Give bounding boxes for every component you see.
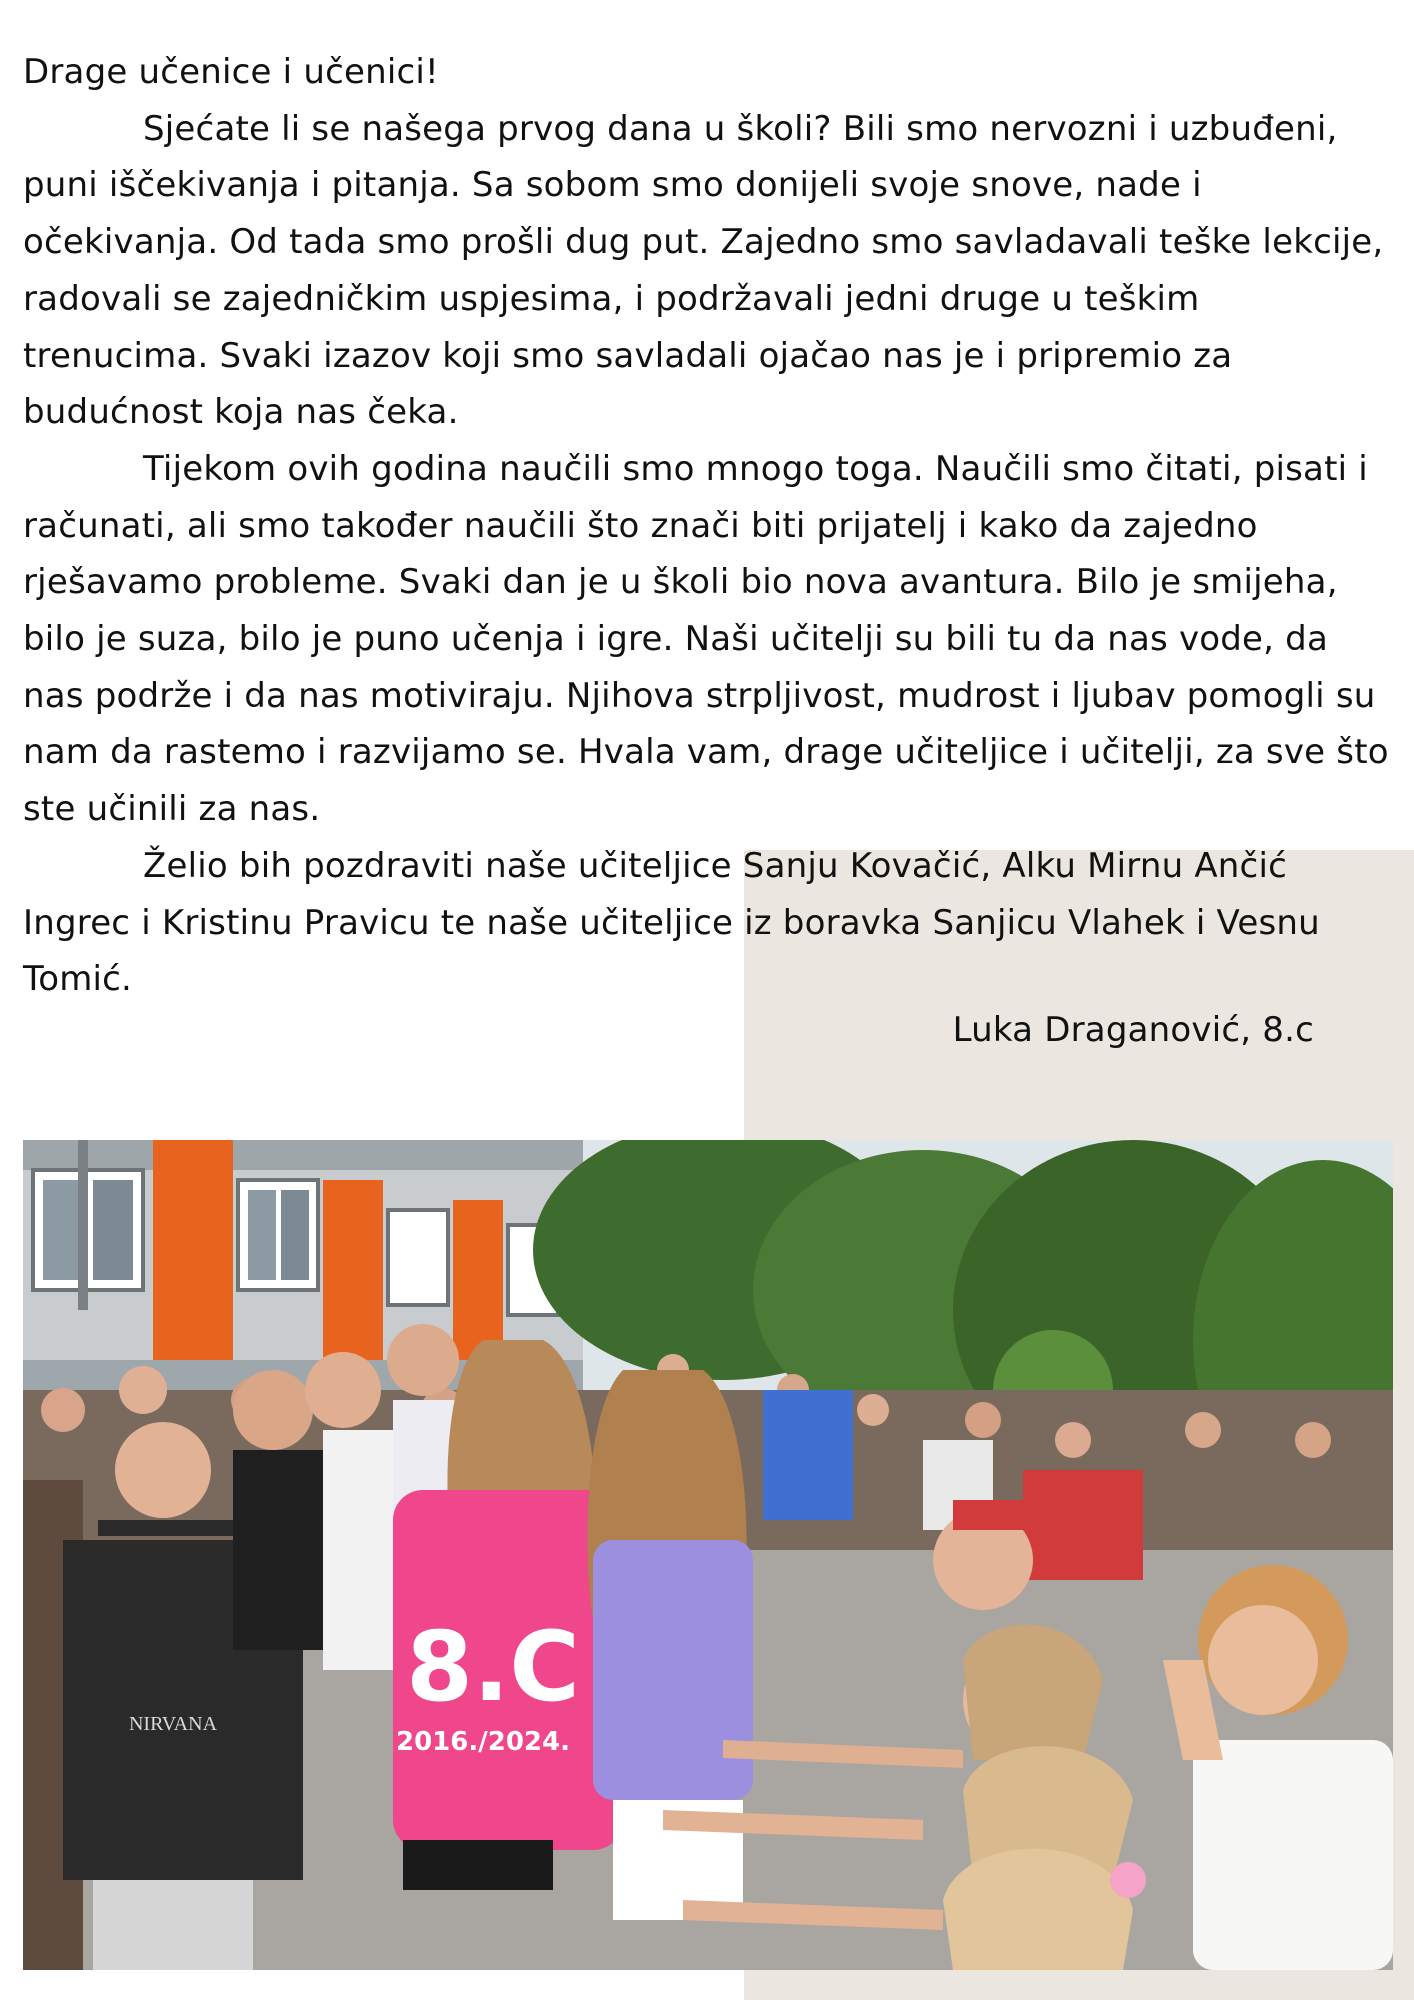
shirt-year-label: 2016./2024. bbox=[396, 1727, 570, 1757]
letter-paragraph-2: Tijekom ovih godina naučili smo mnogo toga. Naučili smo čitati, pisati i računati, ali smo također naučili što znači biti prijatelj i kako da zajedno rješavamo probleme. Svaki dan je u školi bio nova avantura. Bilo je smijeha, bilo je suza, bilo je puno učenja i igre. Naši učitelji su bili tu da nas vode, da nas podrže i da nas motiviraju. Njihova strpljivost, mudrost i ljubav pomogli su nam da rastemo i razvijamo se. Hvala vam, drage učiteljice i učitelji, za sve što ste učinili za nas. bbox=[23, 448, 1389, 830]
lamp-post bbox=[78, 1140, 88, 1310]
nirvana-print: NIRVANA bbox=[128, 1713, 218, 1735]
letter-paragraph-3: Želio bih pozdraviti naše učiteljice Sanju Kovačić, Alku Mirnu Ančić Ingrec i Kristinu Pravicu te naše učiteljice iz boravka Sanjicu Vlahek i Vesnu Tomić. bbox=[23, 845, 1320, 1000]
shirt-class-label: 8.C bbox=[406, 1611, 580, 1723]
letter-paragraph-1: Sjećate li se našega prvog dana u školi? Bili smo nervozni i uzbuđeni, puni iščekivanja i pitanja. Sa sobom smo donijeli svoje snove, nade i očekivanja. Od tada smo prošli dug put. Zajedno smo savladavali teške lekcije, radovali se zajedničkim uspjesima, i podržavali jedni druge u teškim trenucima. Svaki izazov koji smo savladali ojačao nas je i pripremio za budućnost koja nas čeka. bbox=[23, 108, 1384, 433]
letter-greeting: Drage učenice i učenici! bbox=[23, 52, 439, 92]
photo-illustration bbox=[23, 1140, 1393, 1970]
letter-body bbox=[23, 44, 1393, 1008]
blue-shirt-student bbox=[763, 1390, 853, 1520]
class-celebration-photo bbox=[23, 1140, 1393, 1970]
letter-signature: Luka Draganović, 8.c bbox=[952, 1010, 1314, 1050]
student-face bbox=[115, 1422, 211, 1518]
